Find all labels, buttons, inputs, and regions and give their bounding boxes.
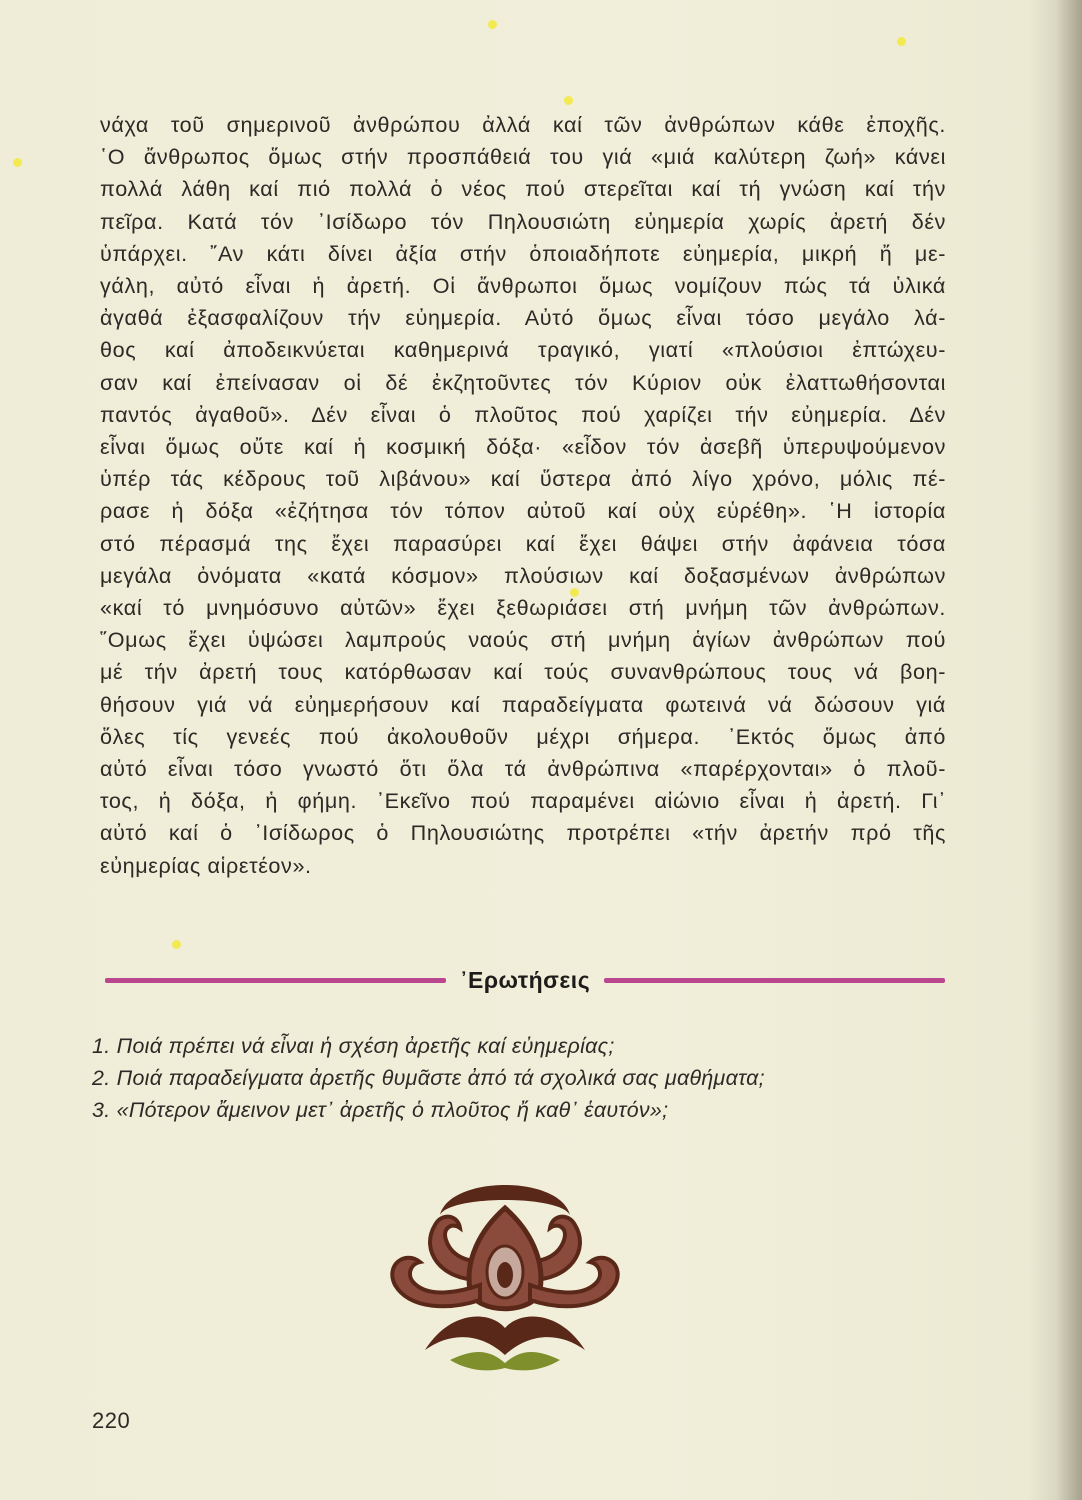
paper-speck: [172, 940, 181, 949]
body-line: θος καί ἀποδεικνύεται καθημερινά τραγικό, γιατί «πλούσιοι ἐπτώχευ-: [100, 337, 946, 363]
body-line: ὅλες τίς γενεές πού ἀκολουθοῦν μέχρι σήμερα. ᾿Εκτός ὅμως ἀπό: [100, 723, 946, 749]
question-item: 1. Ποιά πρέπει νά εἶναι ἡ σχέση ἀρετῆς καί εὐημερίας;: [92, 1034, 615, 1058]
spine-shadow: [1056, 0, 1082, 1500]
paper-speck: [488, 20, 497, 29]
paper-speck: [13, 158, 22, 167]
body-line: πολλά λάθη καί πιό πολλά ὁ νέος πού στερεῖται καί τή γνώση καί τήν: [100, 176, 946, 202]
body-line: ῞Ομως ἔχει ὑψώσει λαμπρούς ναούς στή μνήμη ἁγίων ἀνθρώπων πού: [100, 627, 946, 653]
questions-heading-row: [105, 962, 945, 998]
body-line: εὐημερίας αἱρετέον».: [100, 852, 312, 878]
body-line: παντός ἀγαθοῦ». Δέν εἶναι ὁ πλοῦτος πού χαρίζει τήν εὐημερία. Δέν: [100, 401, 946, 427]
body-line: ἀγαθά ἐξασφαλίζουν τήν εὐημερία. Αὐτό ὅμως εἶναι τόσο μεγάλο λά-: [100, 305, 946, 331]
body-line: γάλη, αὐτό εἶναι ἡ ἀρετή. Οἱ ἄνθρωποι ὅμως νομίζουν πώς τά ὑλικά: [100, 273, 946, 299]
body-line: νάχα τοῦ σημερινοῦ ἀνθρώπου ἀλλά καί τῶν ἀνθρώπων κάθε ἐποχῆς.: [100, 112, 946, 137]
heading-rule-right: [604, 978, 945, 983]
body-line: αὐτό καί ὁ ᾿Ισίδωρος ὁ Πηλουσιώτης προτρέπει «τήν ἀρετήν πρό τῆς: [100, 820, 946, 846]
body-line: μέ τήν ἀρετή τους κατόρθωσαν καί τούς συνανθρώπους τους νά βοη-: [100, 659, 946, 685]
ornament-base: [425, 1316, 585, 1355]
questions-list: [92, 1030, 972, 1126]
body-line: ρασε ἡ δόξα «ἐζήτησα τόν τόπον αὐτοῦ καί οὐχ εὑρέθη». ῾Η ἱστορία: [100, 498, 946, 524]
body-line: ὑπάρχει. ῎Αν κάτι δίνει ἀξία στήν ὁποιαδήποτε εὐημερία, μικρή ἤ με-: [100, 240, 946, 266]
body-line: πεῖρα. Κατά τόν ᾿Ισίδωρο τόν Πηλουσιώτη εὐημερία χωρίς ἀρετή δέν: [100, 208, 946, 234]
body-line: εἶναι ὅμως οὔτε καί ἡ κοσμική δόξα· «εἶδον τόν ἀσεβῆ ὑπερυψούμενον: [100, 434, 946, 460]
ornament-body-core: [497, 1262, 513, 1288]
body-line: σαν καί ἐπείνασαν οἱ δέ ἐκζητοῦντες τόν Κύριον οὐκ ἐλαττωθήσονται: [100, 369, 946, 395]
body-line: θήσουν γιά νά εὐημερήσουν καί παραδείγματα φωτεινά νά δώσουν γιά: [100, 691, 946, 717]
body-line: τος, ἡ δόξα, ἡ φήμη. ᾿Εκεῖνο πού παραμένει αἰώνιο εἶναι ἡ ἀρετή. Γι᾿: [100, 788, 946, 814]
heading-rule-left: [105, 978, 446, 983]
body-line: ῾Ο ἄνθρωπος ὅμως στήν προσπάθειά του γιά «μιά καλύτερη ζωή» κάνει: [100, 144, 946, 170]
section-heading: ᾿Ερωτήσεις: [459, 966, 591, 993]
body-line: «καί τό μνημόσυνο αὐτῶν» ἔχει ξεθωριάσει στή μνήμη τῶν ἀνθρώπων.: [100, 595, 946, 621]
body-line: μεγάλα ὀνόματα «κατά κόσμον» πλούσιων καί δοξασμένων ἀνθρώπων: [100, 562, 946, 588]
octopus-ornament-icon: [380, 1160, 630, 1375]
body-line: στό πέρασμά της ἔχει παρασύρει καί ἔχει θάψει στήν ἀφάνεια τόσα: [100, 530, 946, 556]
body-line: ὑπέρ τάς κέδρους τοῦ λιβάνου» καί ὕστερα ἀπό λίγο χρόνο, μόλις πέ-: [100, 466, 946, 492]
body-text: [100, 109, 946, 882]
body-line: αὐτό εἶναι τόσο γνωστό ὅτι ὅλα τά ἀνθρώπινα «παρέρχονται» ὁ πλοῦ-: [100, 756, 946, 782]
question-item: 3. «Πότερον ἄμεινον μετ᾿ ἀρετῆς ὁ πλοῦτος ἤ καθ᾿ ἑαυτόν»;: [92, 1098, 669, 1122]
question-item: 2. Ποιά παραδείγματα ἀρετῆς θυμᾶστε ἀπό τά σχολικά σας μαθήματα;: [92, 1066, 765, 1090]
paper-speck: [897, 37, 906, 46]
page-number: 220: [92, 1408, 131, 1433]
paper-speck: [564, 96, 573, 105]
